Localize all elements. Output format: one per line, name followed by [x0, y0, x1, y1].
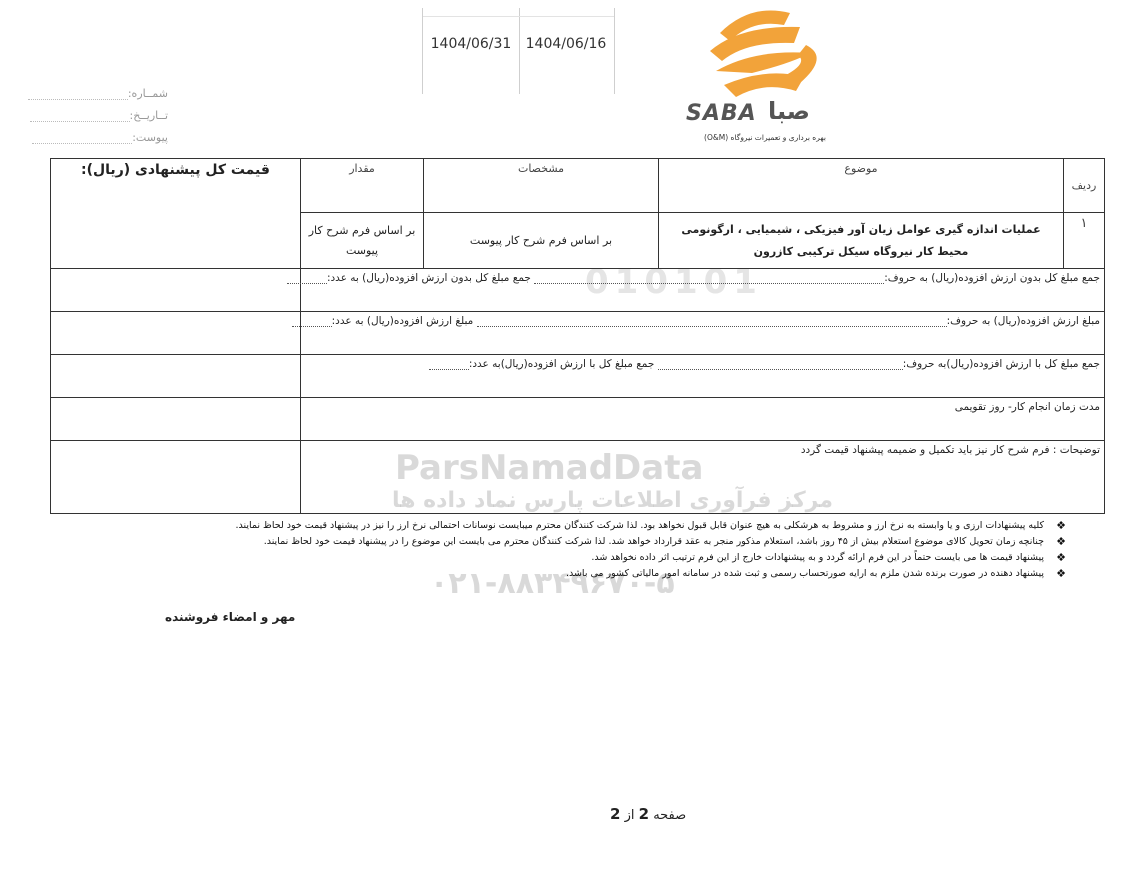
sum-vat-words-label: جمع مبلغ کل با ارزش افزوده(ریال)به حروف:	[902, 358, 1100, 370]
list-item: ❖ کلیه پیشنهادات ارزی و یا وابسته به نرخ ارز و مشروط به هرشکلی به هیچ عنوان قابل قبول نخواهد بود. لذا شرکت کنندگان محترم میبایست نوسانات احتمالی نرخ ارز را نیز در پیشنهاد قیمت خود لحاظ نمایند.	[235, 519, 1066, 532]
open-date-box	[518, 8, 615, 94]
item-row-number: ۱	[1064, 213, 1105, 269]
diamond-bullet-icon: ❖	[1056, 567, 1066, 580]
vat-words-label: مبلغ ارزش افزوده(ریال) به حروف:	[946, 315, 1100, 327]
sum-vat-digits-label: جمع مبلغ کل با ارزش افزوده(ریال)به عدد:	[468, 358, 655, 370]
sum-no-vat-digits-label: جمع مبلغ کل بدون ارزش افزوده(ریال) به عدد:	[326, 272, 531, 284]
open-date: 1404/06/16	[525, 36, 607, 52]
sum-vat-value	[51, 355, 301, 398]
watermark-brand: ParsNamadData	[395, 448, 704, 488]
header-specs: مشخصات	[424, 159, 659, 213]
sum-no-vat-cell	[301, 269, 1105, 312]
duration-value	[51, 398, 301, 441]
list-item: ❖ چنانچه زمان تحویل کالای موضوع استعلام بیش از ۴۵ روز باشد، استعلام مذکور منجر به عقد قرارداد خواهد شد. لذا شرکت کنندگان محترم می بایست این موضوع را در پیشنهاد قیمت خود لحاظ نمایند.	[263, 535, 1066, 548]
header-quantity: مقدار	[301, 159, 424, 213]
sum-no-vat-value	[51, 269, 301, 312]
close-date-box	[422, 8, 520, 94]
close-date: 1404/06/31	[430, 36, 512, 52]
vat-value	[51, 312, 301, 355]
page-current: 2	[638, 805, 650, 823]
number-field: شمــاره:	[18, 87, 168, 100]
page-footer	[610, 805, 686, 823]
sum-vat-cell	[301, 355, 1105, 398]
duration-cell: مدت زمان انجام کار- روز تقویمی	[301, 398, 1105, 441]
sum-no-vat-words-label: جمع مبلغ کل بدون ارزش افزوده(ریال) به حروف:	[884, 272, 1100, 284]
watermark-line2: ۰۲۱-۸۸۳۴۹۶۷۰-۵	[430, 566, 675, 601]
watermark-line1: مرکز فرآوری اطلاعات پارس نماد داده ها	[392, 488, 833, 513]
vat-row	[51, 312, 1105, 355]
page-prefix: صفحه	[653, 808, 687, 823]
saba-logo	[680, 5, 850, 145]
page-of: از	[624, 808, 635, 823]
logo-subtitle: بهره برداری و تعمیرات نیروگاه (O&M)	[704, 133, 826, 142]
header-subject: موضوع	[659, 159, 1064, 213]
item-specs: بر اساس فرم شرح کار پیوست	[424, 213, 659, 269]
diamond-bullet-icon: ❖	[1056, 535, 1066, 548]
header-row-number: ردیف	[1064, 159, 1105, 213]
price-table	[50, 158, 1105, 514]
diamond-bullet-icon: ❖	[1056, 551, 1066, 564]
item-subject: عملیات اندازه گیری عوامل زیان آور فیزیکی ، شیمیایی ، ارگونومی محیط کار نیروگاه سیکل ترکیبی کازرون	[659, 213, 1064, 269]
vat-digits-label: مبلغ ارزش افزوده(ریال) به عدد:	[331, 315, 474, 327]
header-total-price: قیمت کل پیشنهادی (ریال):	[51, 159, 301, 269]
diamond-bullet-icon: ❖	[1056, 519, 1066, 532]
seller-signature-label: مهر و امضاء فروشنده	[165, 610, 296, 624]
sum-no-vat-row	[51, 269, 1105, 312]
logo-latin: SABA	[686, 101, 757, 126]
item-quantity: بر اساس فرم شرح کار پیوست	[301, 213, 424, 269]
notes-list	[230, 518, 1066, 582]
vat-cell	[301, 312, 1105, 355]
page-total: 2	[610, 805, 621, 823]
logo-persian: صبا	[768, 97, 810, 125]
description-row	[51, 441, 1105, 514]
list-item: ❖ پیشنهاد دهنده در صورت برنده شدن ملزم به ارایه صورتحساب رسمی و ثبت شده در سامانه امور مالیاتی کشور می باشد.	[565, 567, 1066, 580]
description-value	[51, 441, 301, 514]
list-item: ❖ پیشنهاد قیمت ها می بایست حتماً در این فرم ارائه گردد و به پیشنهادات خارج از این فرم ترتیب اثر داده نخواهد شد.	[591, 551, 1066, 564]
sum-vat-row	[51, 355, 1105, 398]
description-cell: توضیحات : فرم شرح کار نیز باید تکمیل و ضمیمه پیشنهاد قیمت گردد	[301, 441, 1105, 514]
attachment-field: پیوست:	[18, 131, 168, 144]
watermark-digits: 010101	[585, 262, 763, 302]
table-header-row	[51, 159, 1105, 213]
date-field: تــاریــخ:	[18, 109, 168, 122]
duration-row	[51, 398, 1105, 441]
